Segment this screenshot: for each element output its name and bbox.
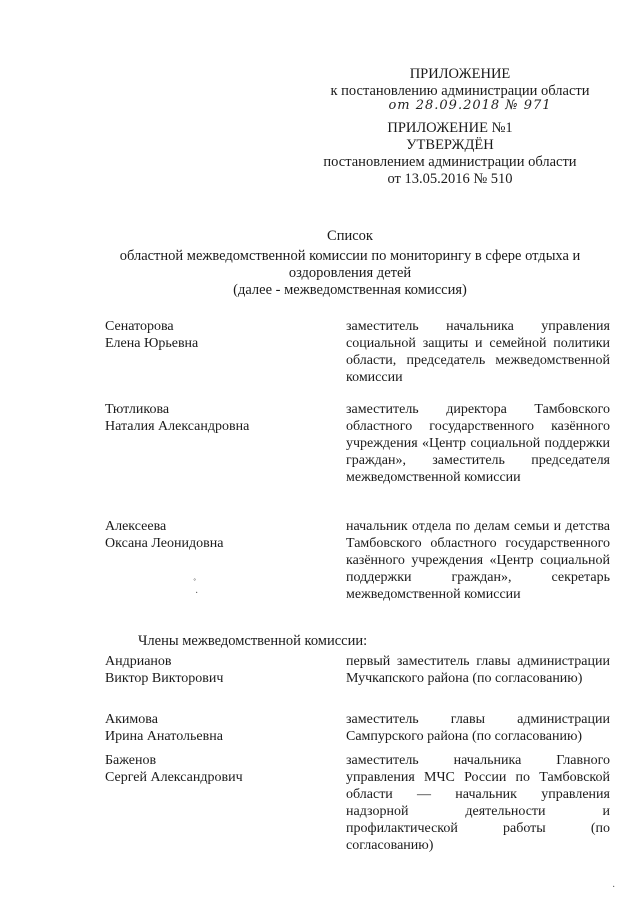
member-given-names: Виктор Викторович — [105, 671, 224, 686]
member-surname: Сенаторова — [105, 319, 174, 334]
member-name — [105, 711, 335, 745]
member-given-names: Наталия Александровна — [105, 419, 250, 434]
scan-speck: · — [195, 588, 199, 599]
document-title — [100, 228, 600, 299]
appendix-reference: к постановлению администрации области — [330, 83, 590, 99]
member-surname: Баженов — [105, 753, 157, 768]
members-heading: Члены межведомственной комиссии: — [138, 633, 368, 649]
member-role: заместитель директора Тамбовского областного государственного казённого учреждения «Центр социальной поддержки граждан», заместитель председателя межведомственной комиссии — [346, 402, 610, 485]
title-line-1: Список — [327, 228, 373, 244]
member-surname: Тютликова — [105, 402, 170, 417]
member-given-names: Елена Юрьевна — [105, 336, 199, 351]
member-given-names: Ирина Анатольевна — [105, 729, 223, 744]
member-name — [105, 318, 335, 352]
member-role: заместитель начальника Главного управления МЧС России по Тамбовской области — начальник управления надзорной деятельности и профилактической работы (по согласованию) — [346, 753, 610, 853]
member-name — [105, 752, 335, 786]
member-surname: Алексеева — [105, 519, 167, 534]
member-name — [105, 518, 335, 552]
scan-speck: ˚ — [193, 578, 197, 589]
member-surname: Андрианов — [105, 654, 172, 669]
member-name — [105, 653, 335, 687]
scan-speck: · — [612, 882, 616, 893]
approved-label: УТВЕРЖДЁН — [406, 137, 494, 153]
member-given-names: Оксана Леонидовна — [105, 536, 224, 551]
title-line-3: оздоровления детей — [288, 265, 412, 281]
appendix-header — [320, 66, 600, 117]
member-role: заместитель начальника управления социальной защиты и семейной политики области, председатель межведомственной комиссии — [346, 319, 610, 385]
title-line-4: (далее - межведомственная комиссия) — [233, 282, 467, 298]
member-name — [105, 401, 335, 435]
member-surname: Акимова — [105, 712, 158, 727]
member-role: первый заместитель главы администрации Мучкапского района (по согласованию) — [346, 654, 610, 686]
approved-by: постановлением администрации области — [323, 154, 577, 170]
handwritten-date: от 28.09.2018 № 971 — [388, 98, 552, 113]
member-given-names: Сергей Александрович — [105, 770, 243, 785]
approved-date: от 13.05.2016 № 510 — [387, 171, 513, 187]
appendix1-title: ПРИЛОЖЕНИЕ №1 — [387, 120, 513, 136]
title-line-2: областной межведомственной комиссии по мониторингу в сфере отдыха и — [119, 248, 581, 264]
member-role: начальник отдела по делам семьи и детства Тамбовского областного государственного казённого учреждения «Центр социальной поддержки граждан», секретарь межведомственной комиссии — [346, 519, 610, 602]
member-role: заместитель главы администрации Сампурского района (по согласованию) — [346, 712, 610, 744]
approval-header — [300, 120, 600, 188]
appendix-title: ПРИЛОЖЕНИЕ — [409, 66, 511, 82]
